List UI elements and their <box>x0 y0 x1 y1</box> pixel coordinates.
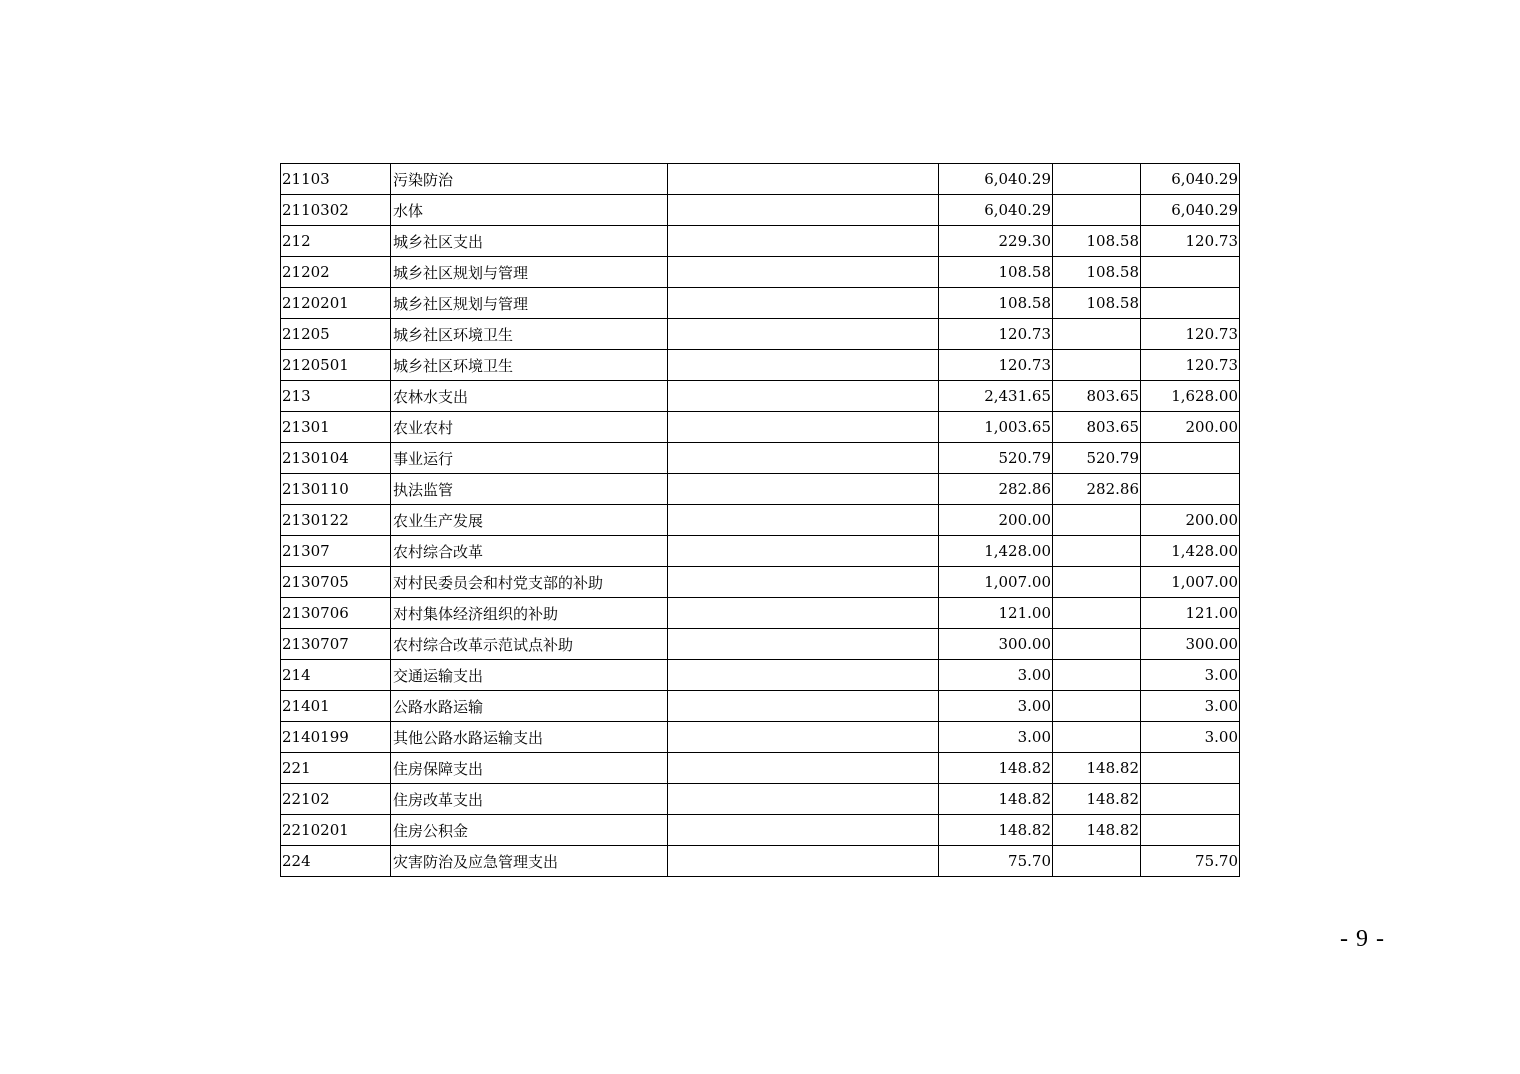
cell-name: 城乡社区环境卫生 <box>391 319 668 350</box>
cell-basic: 108.58 <box>1053 288 1141 319</box>
table-row <box>281 164 1240 195</box>
cell-total: 282.86 <box>939 474 1053 505</box>
cell-name: 污染防治 <box>391 164 668 195</box>
table-row <box>281 567 1240 598</box>
cell-extra <box>668 350 939 381</box>
table-row <box>281 815 1240 846</box>
cell-extra <box>668 226 939 257</box>
cell-total: 121.00 <box>939 598 1053 629</box>
cell-name: 执法监管 <box>391 474 668 505</box>
cell-basic <box>1053 164 1141 195</box>
cell-total: 1,428.00 <box>939 536 1053 567</box>
cell-code: 224 <box>281 846 391 877</box>
cell-total: 148.82 <box>939 815 1053 846</box>
cell-name: 城乡社区支出 <box>391 226 668 257</box>
cell-total: 200.00 <box>939 505 1053 536</box>
cell-project: 300.00 <box>1141 629 1240 660</box>
cell-project: 120.73 <box>1141 319 1240 350</box>
cell-extra <box>668 505 939 536</box>
cell-extra <box>668 319 939 350</box>
cell-name: 水体 <box>391 195 668 226</box>
cell-extra <box>668 691 939 722</box>
cell-basic <box>1053 660 1141 691</box>
cell-basic <box>1053 567 1141 598</box>
cell-extra <box>668 412 939 443</box>
cell-code: 21205 <box>281 319 391 350</box>
cell-total: 2,431.65 <box>939 381 1053 412</box>
cell-code: 2130706 <box>281 598 391 629</box>
cell-code: 2210201 <box>281 815 391 846</box>
cell-extra <box>668 598 939 629</box>
cell-project: 1,428.00 <box>1141 536 1240 567</box>
cell-code: 21202 <box>281 257 391 288</box>
cell-project: 121.00 <box>1141 598 1240 629</box>
cell-code: 212 <box>281 226 391 257</box>
cell-name: 农村综合改革 <box>391 536 668 567</box>
cell-total: 120.73 <box>939 319 1053 350</box>
cell-extra <box>668 536 939 567</box>
cell-total: 3.00 <box>939 691 1053 722</box>
cell-project: 75.70 <box>1141 846 1240 877</box>
cell-total: 3.00 <box>939 660 1053 691</box>
cell-project: 200.00 <box>1141 505 1240 536</box>
cell-basic: 148.82 <box>1053 815 1141 846</box>
cell-code: 21307 <box>281 536 391 567</box>
table-row <box>281 691 1240 722</box>
cell-project: 6,040.29 <box>1141 195 1240 226</box>
cell-basic: 520.79 <box>1053 443 1141 474</box>
cell-basic: 803.65 <box>1053 381 1141 412</box>
table-row <box>281 474 1240 505</box>
cell-extra <box>668 164 939 195</box>
cell-extra <box>668 784 939 815</box>
table-row <box>281 784 1240 815</box>
cell-code: 2130104 <box>281 443 391 474</box>
cell-extra <box>668 722 939 753</box>
cell-extra <box>668 753 939 784</box>
cell-total: 6,040.29 <box>939 195 1053 226</box>
cell-extra <box>668 381 939 412</box>
cell-code: 221 <box>281 753 391 784</box>
table-row <box>281 288 1240 319</box>
cell-code: 2120201 <box>281 288 391 319</box>
cell-project <box>1141 753 1240 784</box>
cell-extra <box>668 815 939 846</box>
cell-total: 3.00 <box>939 722 1053 753</box>
table-row <box>281 257 1240 288</box>
cell-name: 交通运输支出 <box>391 660 668 691</box>
table-row <box>281 412 1240 443</box>
cell-total: 108.58 <box>939 257 1053 288</box>
cell-basic <box>1053 598 1141 629</box>
table-row <box>281 226 1240 257</box>
cell-name: 农林水支出 <box>391 381 668 412</box>
cell-basic <box>1053 846 1141 877</box>
cell-project: 6,040.29 <box>1141 164 1240 195</box>
cell-code: 2130705 <box>281 567 391 598</box>
table-row <box>281 598 1240 629</box>
table-row <box>281 195 1240 226</box>
page-number: - 9 - <box>1340 926 1385 952</box>
cell-extra <box>668 474 939 505</box>
cell-code: 21401 <box>281 691 391 722</box>
cell-code: 2110302 <box>281 195 391 226</box>
cell-name: 城乡社区规划与管理 <box>391 257 668 288</box>
cell-code: 2130707 <box>281 629 391 660</box>
cell-name: 灾害防治及应急管理支出 <box>391 846 668 877</box>
cell-basic <box>1053 536 1141 567</box>
cell-basic: 148.82 <box>1053 753 1141 784</box>
cell-name: 住房改革支出 <box>391 784 668 815</box>
cell-project <box>1141 815 1240 846</box>
cell-basic: 108.58 <box>1053 226 1141 257</box>
table-row <box>281 629 1240 660</box>
cell-name: 对村民委员会和村党支部的补助 <box>391 567 668 598</box>
cell-code: 214 <box>281 660 391 691</box>
cell-basic: 803.65 <box>1053 412 1141 443</box>
cell-code: 21301 <box>281 412 391 443</box>
table-row <box>281 660 1240 691</box>
cell-total: 148.82 <box>939 753 1053 784</box>
cell-code: 21103 <box>281 164 391 195</box>
cell-basic: 282.86 <box>1053 474 1141 505</box>
cell-name: 其他公路水路运输支出 <box>391 722 668 753</box>
cell-project: 3.00 <box>1141 660 1240 691</box>
cell-total: 6,040.29 <box>939 164 1053 195</box>
cell-project: 1,007.00 <box>1141 567 1240 598</box>
cell-code: 2140199 <box>281 722 391 753</box>
cell-name: 公路水路运输 <box>391 691 668 722</box>
cell-project: 3.00 <box>1141 722 1240 753</box>
cell-code: 2130110 <box>281 474 391 505</box>
cell-basic <box>1053 629 1141 660</box>
cell-total: 120.73 <box>939 350 1053 381</box>
cell-total: 300.00 <box>939 629 1053 660</box>
cell-extra <box>668 846 939 877</box>
table-body <box>281 164 1240 877</box>
cell-code: 22102 <box>281 784 391 815</box>
cell-name: 城乡社区环境卫生 <box>391 350 668 381</box>
cell-basic: 148.82 <box>1053 784 1141 815</box>
cell-project <box>1141 784 1240 815</box>
cell-extra <box>668 288 939 319</box>
cell-code: 2120501 <box>281 350 391 381</box>
table-row <box>281 443 1240 474</box>
cell-extra <box>668 567 939 598</box>
cell-project: 120.73 <box>1141 350 1240 381</box>
cell-project: 120.73 <box>1141 226 1240 257</box>
cell-name: 农业农村 <box>391 412 668 443</box>
cell-project: 1,628.00 <box>1141 381 1240 412</box>
cell-basic <box>1053 691 1141 722</box>
cell-project <box>1141 288 1240 319</box>
cell-basic <box>1053 319 1141 350</box>
cell-basic: 108.58 <box>1053 257 1141 288</box>
cell-extra <box>668 660 939 691</box>
cell-total: 108.58 <box>939 288 1053 319</box>
table-row <box>281 846 1240 877</box>
cell-project <box>1141 257 1240 288</box>
cell-project <box>1141 474 1240 505</box>
cell-project: 3.00 <box>1141 691 1240 722</box>
table-row <box>281 350 1240 381</box>
table-row <box>281 722 1240 753</box>
cell-total: 148.82 <box>939 784 1053 815</box>
cell-name: 住房保障支出 <box>391 753 668 784</box>
cell-name: 城乡社区规划与管理 <box>391 288 668 319</box>
cell-total: 229.30 <box>939 226 1053 257</box>
cell-basic <box>1053 505 1141 536</box>
cell-extra <box>668 257 939 288</box>
cell-total: 1,007.00 <box>939 567 1053 598</box>
table-row <box>281 381 1240 412</box>
cell-code: 213 <box>281 381 391 412</box>
budget-table <box>280 163 1240 877</box>
cell-total: 520.79 <box>939 443 1053 474</box>
table-row <box>281 536 1240 567</box>
cell-name: 对村集体经济组织的补助 <box>391 598 668 629</box>
cell-extra <box>668 629 939 660</box>
table-row <box>281 753 1240 784</box>
table-row <box>281 505 1240 536</box>
cell-total: 1,003.65 <box>939 412 1053 443</box>
cell-project: 200.00 <box>1141 412 1240 443</box>
cell-basic <box>1053 722 1141 753</box>
cell-extra <box>668 443 939 474</box>
cell-project <box>1141 443 1240 474</box>
cell-name: 住房公积金 <box>391 815 668 846</box>
cell-name: 农村综合改革示范试点补助 <box>391 629 668 660</box>
cell-name: 事业运行 <box>391 443 668 474</box>
cell-basic <box>1053 195 1141 226</box>
cell-basic <box>1053 350 1141 381</box>
cell-name: 农业生产发展 <box>391 505 668 536</box>
cell-total: 75.70 <box>939 846 1053 877</box>
cell-extra <box>668 195 939 226</box>
table-row <box>281 319 1240 350</box>
cell-code: 2130122 <box>281 505 391 536</box>
